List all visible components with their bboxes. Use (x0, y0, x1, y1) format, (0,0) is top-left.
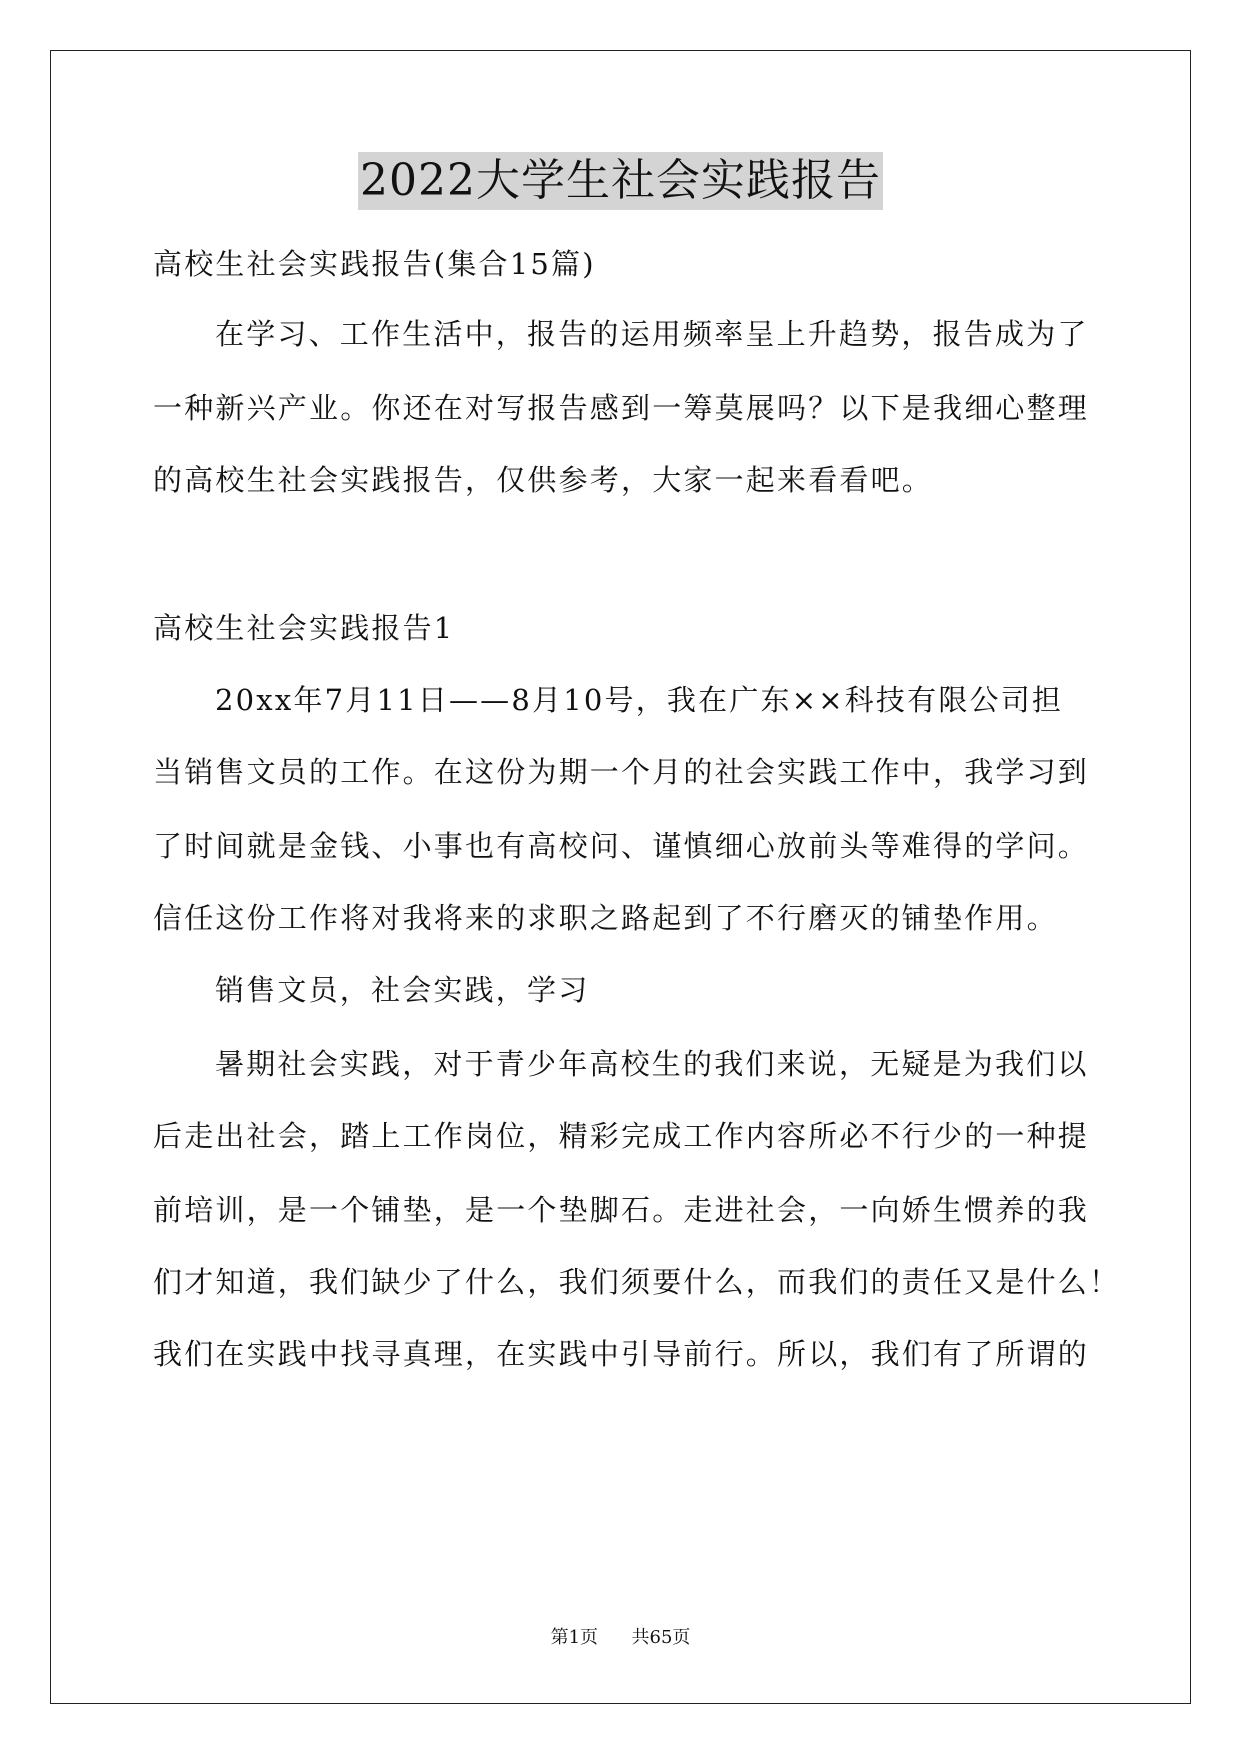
page-number: 第1页 (550, 1627, 599, 1648)
intro-line-1: 在学习、工作生活中，报告的运用频率呈上升趋势，报告成为了 (215, 317, 1089, 351)
body-line-10: 我们在实践中找寻真理，在实践中引导前行。所以，我们有了所谓的 (153, 1337, 1090, 1371)
body-line-1: 20xx年7月11日——8月10号，我在广东××科技有限公司担 (215, 683, 1064, 717)
body-line-9: 们才知道，我们缺少了什么，我们须要什么，而我们的责任又是什么！ (153, 1265, 1121, 1299)
body-line-3: 了时间就是金钱、小事也有高校问、谨慎细心放前头等难得的学问。 (153, 829, 1090, 863)
section-heading: 高校生社会实践报告1 (153, 611, 455, 645)
document-subtitle: 高校生社会实践报告(集合15篇) (153, 247, 596, 281)
body-line-6: 暑期社会实践，对于青少年高校生的我们来说，无疑是为我们以 (215, 1047, 1089, 1081)
page-total: 共65页 (631, 1627, 691, 1648)
intro-line-3: 的高校生社会实践报告，仅供参考，大家一起来看看吧。 (153, 463, 934, 497)
document-title: 2022大学生社会实践报告 (358, 152, 883, 210)
title-container (0, 152, 1241, 210)
body-line-4: 信任这份工作将对我将来的求职之路起到了不行磨灭的铺垫作用。 (153, 901, 1058, 935)
body-line-2: 当销售文员的工作。在这份为期一个月的社会实践工作中，我学习到 (153, 755, 1090, 789)
body-line-7: 后走出社会，踏上工作岗位，精彩完成工作内容所必不行少的一种提 (153, 1119, 1090, 1153)
page-border (50, 50, 1191, 1704)
keywords-line: 销售文员，社会实践，学习 (215, 973, 590, 1007)
page-footer (0, 1626, 1241, 1650)
intro-line-2: 一种新兴产业。你还在对写报告感到一筹莫展吗？以下是我细心整理 (153, 391, 1090, 425)
body-line-8: 前培训，是一个铺垫，是一个垫脚石。走进社会，一向娇生惯养的我 (153, 1193, 1090, 1227)
